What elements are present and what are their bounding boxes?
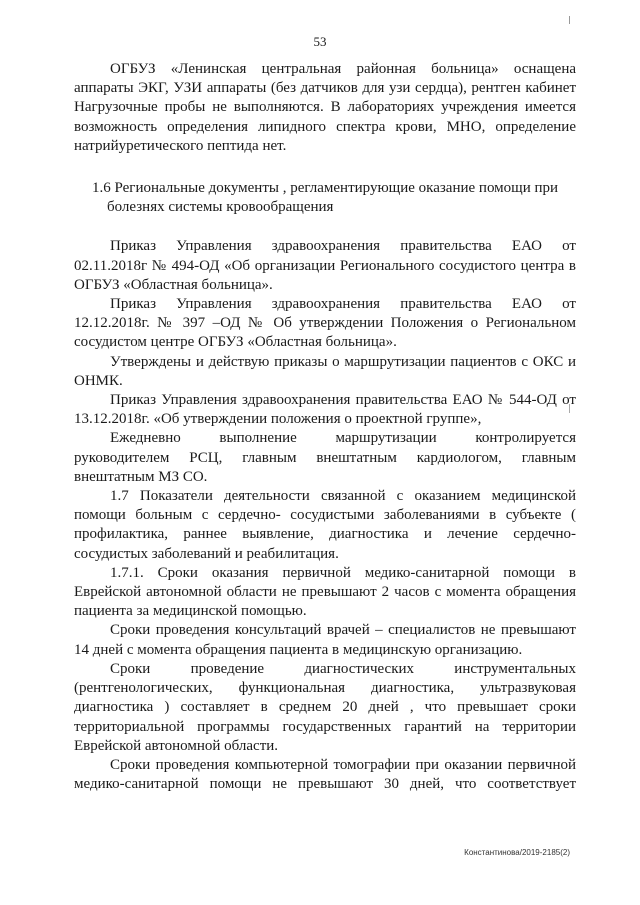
text-line: ОНМК.	[74, 372, 123, 389]
text-line: Еврейской автономной области.	[74, 737, 279, 754]
footer-document-id: Константинова/2019-2185(2)	[464, 848, 570, 857]
text-line: 14 дней с момента обращения пациента в медицинскую организацию.	[74, 641, 523, 658]
text-line: ОГБУЗ «Ленинская центральная районная больница» оснащена	[110, 61, 576, 77]
scan-mark	[569, 16, 570, 24]
text-line: Утверждены и действую приказы о маршрутизации пациентов с ОКС и	[110, 353, 576, 370]
text-line: Ежедневно выполнение маршрутизации контролируется	[110, 430, 576, 447]
text-line: Приказ Управления здравоохранения правительства ЕАО № 544-ОД от	[110, 392, 576, 409]
text-line: аппараты ЭКГ, УЗИ аппараты (без датчиков для узи сердца), рентген кабинет	[74, 80, 576, 97]
text-line: Сроки проведение диагностических инструментальных	[110, 660, 576, 677]
text-line: Приказ Управления здравоохранения правительства ЕАО от	[110, 296, 576, 313]
text-line: натрийуретического пептида нет.	[74, 137, 287, 154]
text-line: 13.12.2018г. «Об утверждении положения о проектной группе»,	[74, 411, 482, 428]
section-heading-line: болезнях системы кровообращения	[107, 199, 334, 216]
text-line: помощи больным с сердечно- сосудистыми заболеваниями в субъекте (	[74, 507, 576, 524]
section-heading-line: 1.6 Региональные документы , регламентирующие оказание помощи при	[92, 180, 559, 197]
text-line: профилактика, раннее выявление, диагностика и лечение сердечно-	[74, 526, 576, 543]
document-body	[74, 60, 576, 794]
text-line: Еврейской автономной области не превышают 2 часов с момента обращения	[74, 584, 576, 601]
text-line: (рентгенологических, функциональная диагностика, ультразвуковая	[74, 680, 576, 697]
text-line: Приказ Управления здравоохранения правительства ЕАО от	[110, 238, 576, 255]
text-line: возможность определения липидного спектра крови, МНО, определение	[74, 118, 576, 135]
text-line: территориальной программы государственных гарантий на территории	[74, 718, 576, 735]
text-line: 1.7.1. Сроки оказания первичной медико-санитарной помощи в	[110, 564, 576, 581]
text-line: Нагрузочные пробы не выполняются. В лабораториях учреждения имеется	[74, 99, 576, 116]
text-line: 12.12.2018г. № 397 –ОД № Об утверждении Положения о Региональном	[74, 315, 576, 332]
text-line: Сроки проведения консультаций врачей – специалистов не превышают	[110, 622, 576, 639]
text-line: сосудистом центре ОГБУЗ «Областная больница».	[74, 334, 397, 351]
text-line: ОГБУЗ «Областная больница».	[74, 276, 273, 293]
text-line: 02.11.2018г № 494-ОД «Об организации Регионального сосудистого центра в	[74, 257, 576, 274]
text-line: пациента за медицинской помощью.	[74, 603, 307, 620]
text-line: Сроки проведения компьютерной томографии при оказании первичной	[110, 756, 576, 773]
text-line: сосудистых заболеваний и реабилитация.	[74, 545, 339, 562]
text-line: руководителем РСЦ, главным внештатным кардиологом, главным	[74, 449, 576, 466]
text-line: медико-санитарной помощи не превышают 30 дней, что соответствует	[74, 776, 576, 793]
section-heading	[74, 179, 576, 217]
text-line: внештатным МЗ СО.	[74, 468, 208, 485]
text-line: 1.7 Показатели деятельности связанной с оказанием медицинской	[110, 488, 576, 505]
page-number: 53	[313, 34, 327, 49]
text-line: диагностика ) составляет в среднем 20 дней , что превышает сроки	[74, 699, 576, 716]
